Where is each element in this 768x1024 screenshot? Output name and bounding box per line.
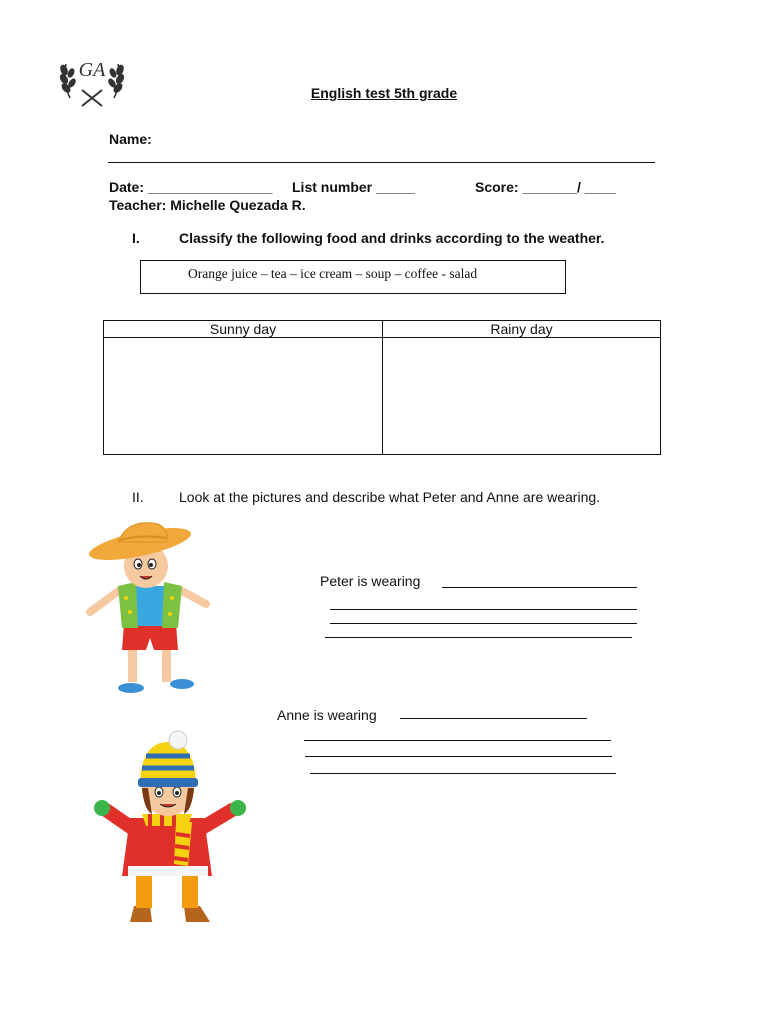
peter-answer-line-2[interactable] — [330, 609, 637, 610]
anne-answer-line-4[interactable] — [310, 773, 616, 774]
classify-table — [103, 320, 661, 455]
section-2-instruction: Look at the pictures and describe what Peter and Anne are wearing. — [179, 489, 601, 505]
peter-illustration — [84, 516, 212, 700]
anne-answer-line-2[interactable] — [304, 740, 611, 741]
column-header-sunny: Sunny day — [104, 321, 383, 338]
date-row — [109, 179, 669, 197]
word-bank-box: Orange juice – tea – ice cream – soup – coffee - salad — [140, 260, 566, 294]
section-2-number: II. — [132, 489, 144, 505]
name-label: Name: — [109, 131, 152, 147]
rainy-answer-cell[interactable] — [383, 338, 661, 455]
section-1-instruction: Classify the following food and drinks according to the weather. — [179, 230, 605, 246]
peter-answer-line-1[interactable] — [442, 587, 637, 588]
score-field[interactable]: Score: _______/ ____ — [475, 179, 616, 195]
list-number-field[interactable]: List number _____ — [292, 179, 415, 195]
anne-answer-line-3[interactable] — [305, 756, 612, 757]
peter-answer-line-3[interactable] — [330, 623, 637, 624]
column-header-rainy: Rainy day — [383, 321, 661, 338]
sunny-answer-cell[interactable] — [104, 338, 383, 455]
logo-lettering: GA — [78, 59, 106, 81]
anne-illustration — [92, 730, 256, 928]
teacher-label: Teacher: Michelle Quezada R. — [109, 197, 306, 213]
anne-label: Anne is wearing — [277, 707, 377, 723]
peter-label: Peter is wearing — [320, 573, 421, 589]
date-field[interactable]: Date: ________________ — [109, 179, 273, 195]
section-1-number: I. — [132, 230, 140, 246]
name-line[interactable] — [108, 162, 655, 163]
anne-answer-line-1[interactable] — [400, 718, 587, 719]
page-title: English test 5th grade — [310, 85, 458, 101]
peter-answer-line-4[interactable] — [325, 637, 632, 638]
